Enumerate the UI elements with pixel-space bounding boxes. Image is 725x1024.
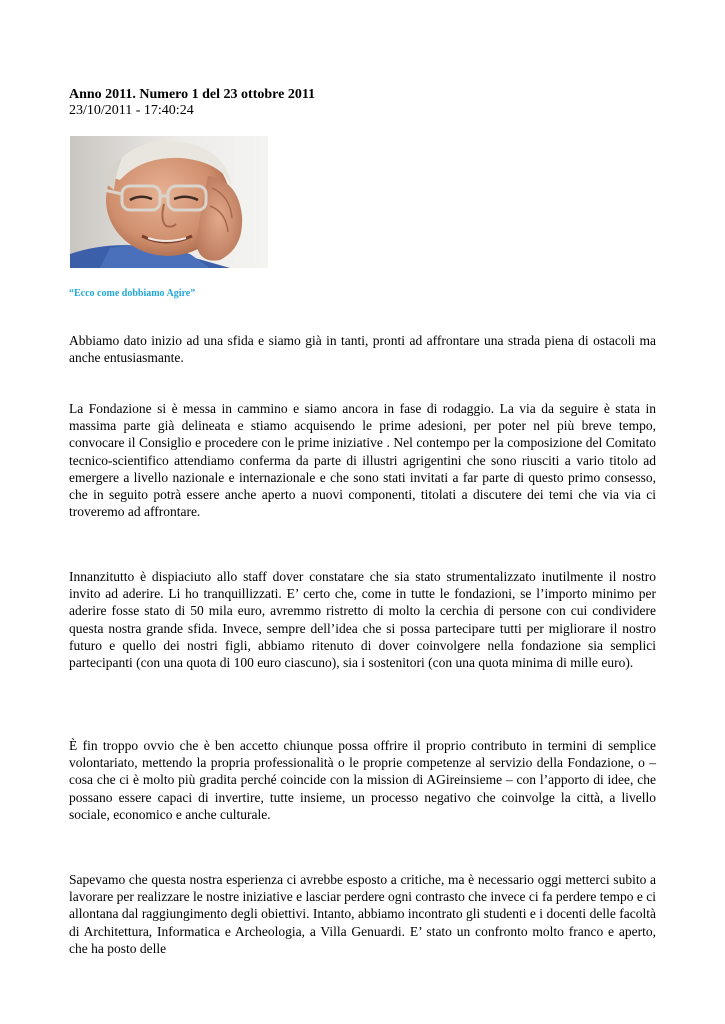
paragraph-3: Innanzitutto è dispiaciuto allo staff dover constatare che sia stato strumentalizzato inutilmente il nostro invito ad aderire. Li ho tranquillizzati. E’ certo che, come in tutte le fondazioni, se l’importo minimo per aderire fosse stato di 50 mila euro, avremmo ristretto di molto la cerchia di persone con cui condividere questa nostra grande sfida. Invece, sempre dell’idea che si possa partecipare tutti per migliorare il nostro futuro e quello dei nostri figli, abbiamo ritenuto di dover coinvolgere nella fondazione sia semplici partecipanti (con una quota di 100 euro ciascuno), sia i sostenitori (con una quota minima di mille euro). (69, 569, 656, 671)
paragraph-4: È fin troppo ovvio che è ben accetto chiunque possa offrire il proprio contributo in termini di semplice volontariato, mettendo la propria professionalità o le proprie competenze al servizio della Fondazione, o – cosa che ci è molto più gradita perché coincide con la mission di AGireinsieme – con l’apporto di idee, che possano essere capaci di invertire, tutte insieme, un processo negativo che coinvolge la città, a livello sociale, economico e anche culturale. (69, 738, 656, 822)
photo-caption: “Ecco come dobbiamo Agire” (69, 288, 196, 299)
article-datetime: 23/10/2011 - 17:40:24 (69, 103, 194, 118)
paragraph-1: Abbiamo dato inizio ad una sfida e siamo già in tanti, pronti ad affrontare una strada piena di ostacoli ma anche entusiasmante. (69, 333, 656, 366)
paragraph-5: Sapevamo che questa nostra esperienza ci avrebbe esposto a critiche, ma è necessario oggi metterci subito a lavorare per realizzare le nostre iniziative e lasciar perdere ogni contrasto che invece ci fa perdere tempo e ci allontana dal raggiungimento degli obiettivi. Intanto, abbiamo incontrato gli studenti e i docenti delle facoltà di Architettura, Informatica e Archeologia, a Villa Genuardi. E’ stato un confronto molto franco e aperto, che ha posto delle (69, 872, 656, 956)
paragraph-2: La Fondazione si è messa in cammino e siamo ancora in fase di rodaggio. La via da seguire è stata in massima parte già delineata e stiamo acquisendo le prime adesioni, per poter nel più breve tempo, convocare il Consiglio e procedere con le prime iniziative . Nel contempo per la composizione del Comitato tecnico-scientifico attendiamo conferma da parte di illustri agrigentini che sono riusciti a vario titolo ad emergere a livello nazionale e internazionale e che sono stati invitati a far parte di questo primo consesso, che in seguito potrà essere anche aperto a nuovi componenti, titolati a discutere dei temi che via via ci troveremo ad affrontare. (69, 401, 656, 520)
author-photo (70, 136, 268, 268)
article-title: Anno 2011. Numero 1 del 23 ottobre 2011 (69, 87, 316, 102)
